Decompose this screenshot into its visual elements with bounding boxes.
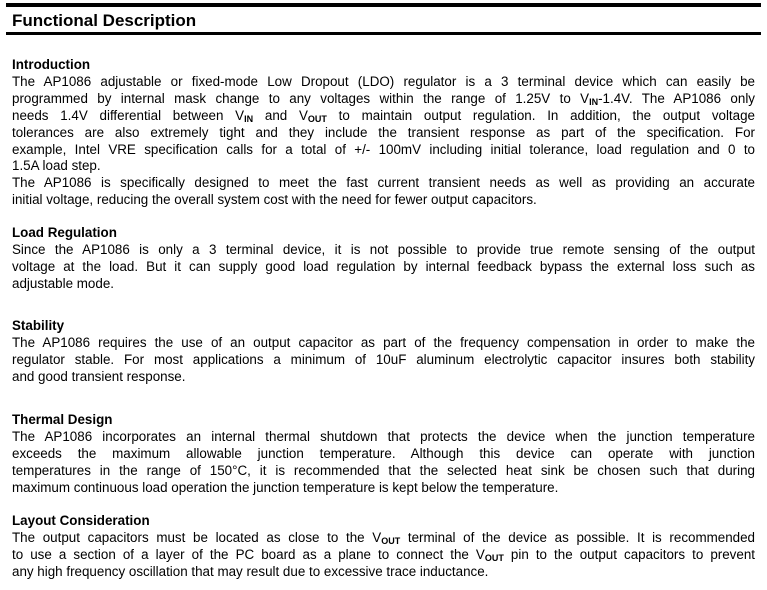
section-heading: Layout Consideration xyxy=(12,513,150,528)
text: -1.4V. The AP1086 only xyxy=(598,90,755,106)
subscript: OUT xyxy=(381,535,401,546)
text-line: example, Intel VRE specification calls for a total of +/- 100mV including initial tolerance, load regulation and 0 to xyxy=(12,141,755,157)
text-line: any high frequency oscillation that may result due to excessive trace inductance. xyxy=(12,563,489,579)
text-line: The AP1086 incorporates an internal thermal shutdown that protects the device when the junction temperature xyxy=(12,428,755,444)
text: needs 1.4V differential between V xyxy=(12,107,245,123)
page-title: Functional Description xyxy=(12,11,197,30)
text: programmed by internal mask change to any voltages within the range of 1.25V to V xyxy=(12,90,590,106)
text-line: The AP1086 requires the use of an output capacitor as part of the frequency compensation in order to make the xyxy=(12,334,755,350)
text-line xyxy=(12,91,755,108)
subscript: IN xyxy=(244,113,254,124)
top-rule xyxy=(6,3,761,7)
subscript: OUT xyxy=(307,113,327,124)
text-line: voltage at the load. But it can supply good load regulation by internal feedback bypass the external loss such as xyxy=(12,258,755,274)
text-line: temperatures in the range of 150°C, it is recommended that the selected heat sink be chosen such that during xyxy=(12,462,755,478)
text: to use a section of a layer of the PC board as a plane to connect the V xyxy=(12,546,485,562)
text-line: 1.5A load step. xyxy=(12,158,101,174)
section-load-regulation xyxy=(12,225,755,293)
text-line: adjustable mode. xyxy=(12,275,114,291)
section-heading: Load Regulation xyxy=(12,225,117,240)
text-line: The AP1086 adjustable or fixed-mode Low Dropout (LDO) regulator is a 3 terminal device which can easily be xyxy=(12,73,755,89)
text: and V xyxy=(253,107,308,123)
section-stability xyxy=(12,318,755,386)
section-heading: Introduction xyxy=(12,57,91,72)
subscript: OUT xyxy=(484,552,504,563)
text-line: and good transient response. xyxy=(12,368,186,384)
text: pin to the output capacitors to prevent xyxy=(503,546,755,562)
section-thermal-design xyxy=(12,412,755,497)
text-line: regulator stable. For most applications a minimum of 10uF aluminum electrolytic capacitor insures both stability xyxy=(12,351,755,367)
section-introduction xyxy=(12,57,755,209)
text: terminal of the device as possible. It is recommended xyxy=(400,529,756,545)
text-line xyxy=(12,547,755,564)
text-line: maximum continuous load operation the junction temperature is kept below the temperature. xyxy=(12,479,559,495)
subscript: IN xyxy=(589,96,599,107)
section-layout-consideration xyxy=(12,513,755,581)
text-line: tolerances are also extremely tight and they include the transient response as part of the specification. For xyxy=(12,124,755,140)
text: to maintain output regulation. In addition, the output voltage xyxy=(326,107,755,123)
text-line: initial voltage, reducing the overall system cost with the need for fewer output capacitors. xyxy=(12,192,537,208)
text-line: Since the AP1086 is only a 3 terminal device, it is not possible to provide true remote sensing of the output xyxy=(12,241,755,257)
section-heading: Thermal Design xyxy=(12,412,113,427)
title-underline xyxy=(6,32,761,35)
text-line xyxy=(12,530,755,547)
text-line xyxy=(12,108,755,125)
text-line: The AP1086 is specifically designed to meet the fast current transient needs as well as providing an accurate xyxy=(12,175,755,191)
text-line: exceeds the maximum allowable junction temperature. Although this device can operate with junction xyxy=(12,445,755,461)
text: The output capacitors must be located as close to the V xyxy=(12,529,382,545)
section-heading: Stability xyxy=(12,318,65,333)
